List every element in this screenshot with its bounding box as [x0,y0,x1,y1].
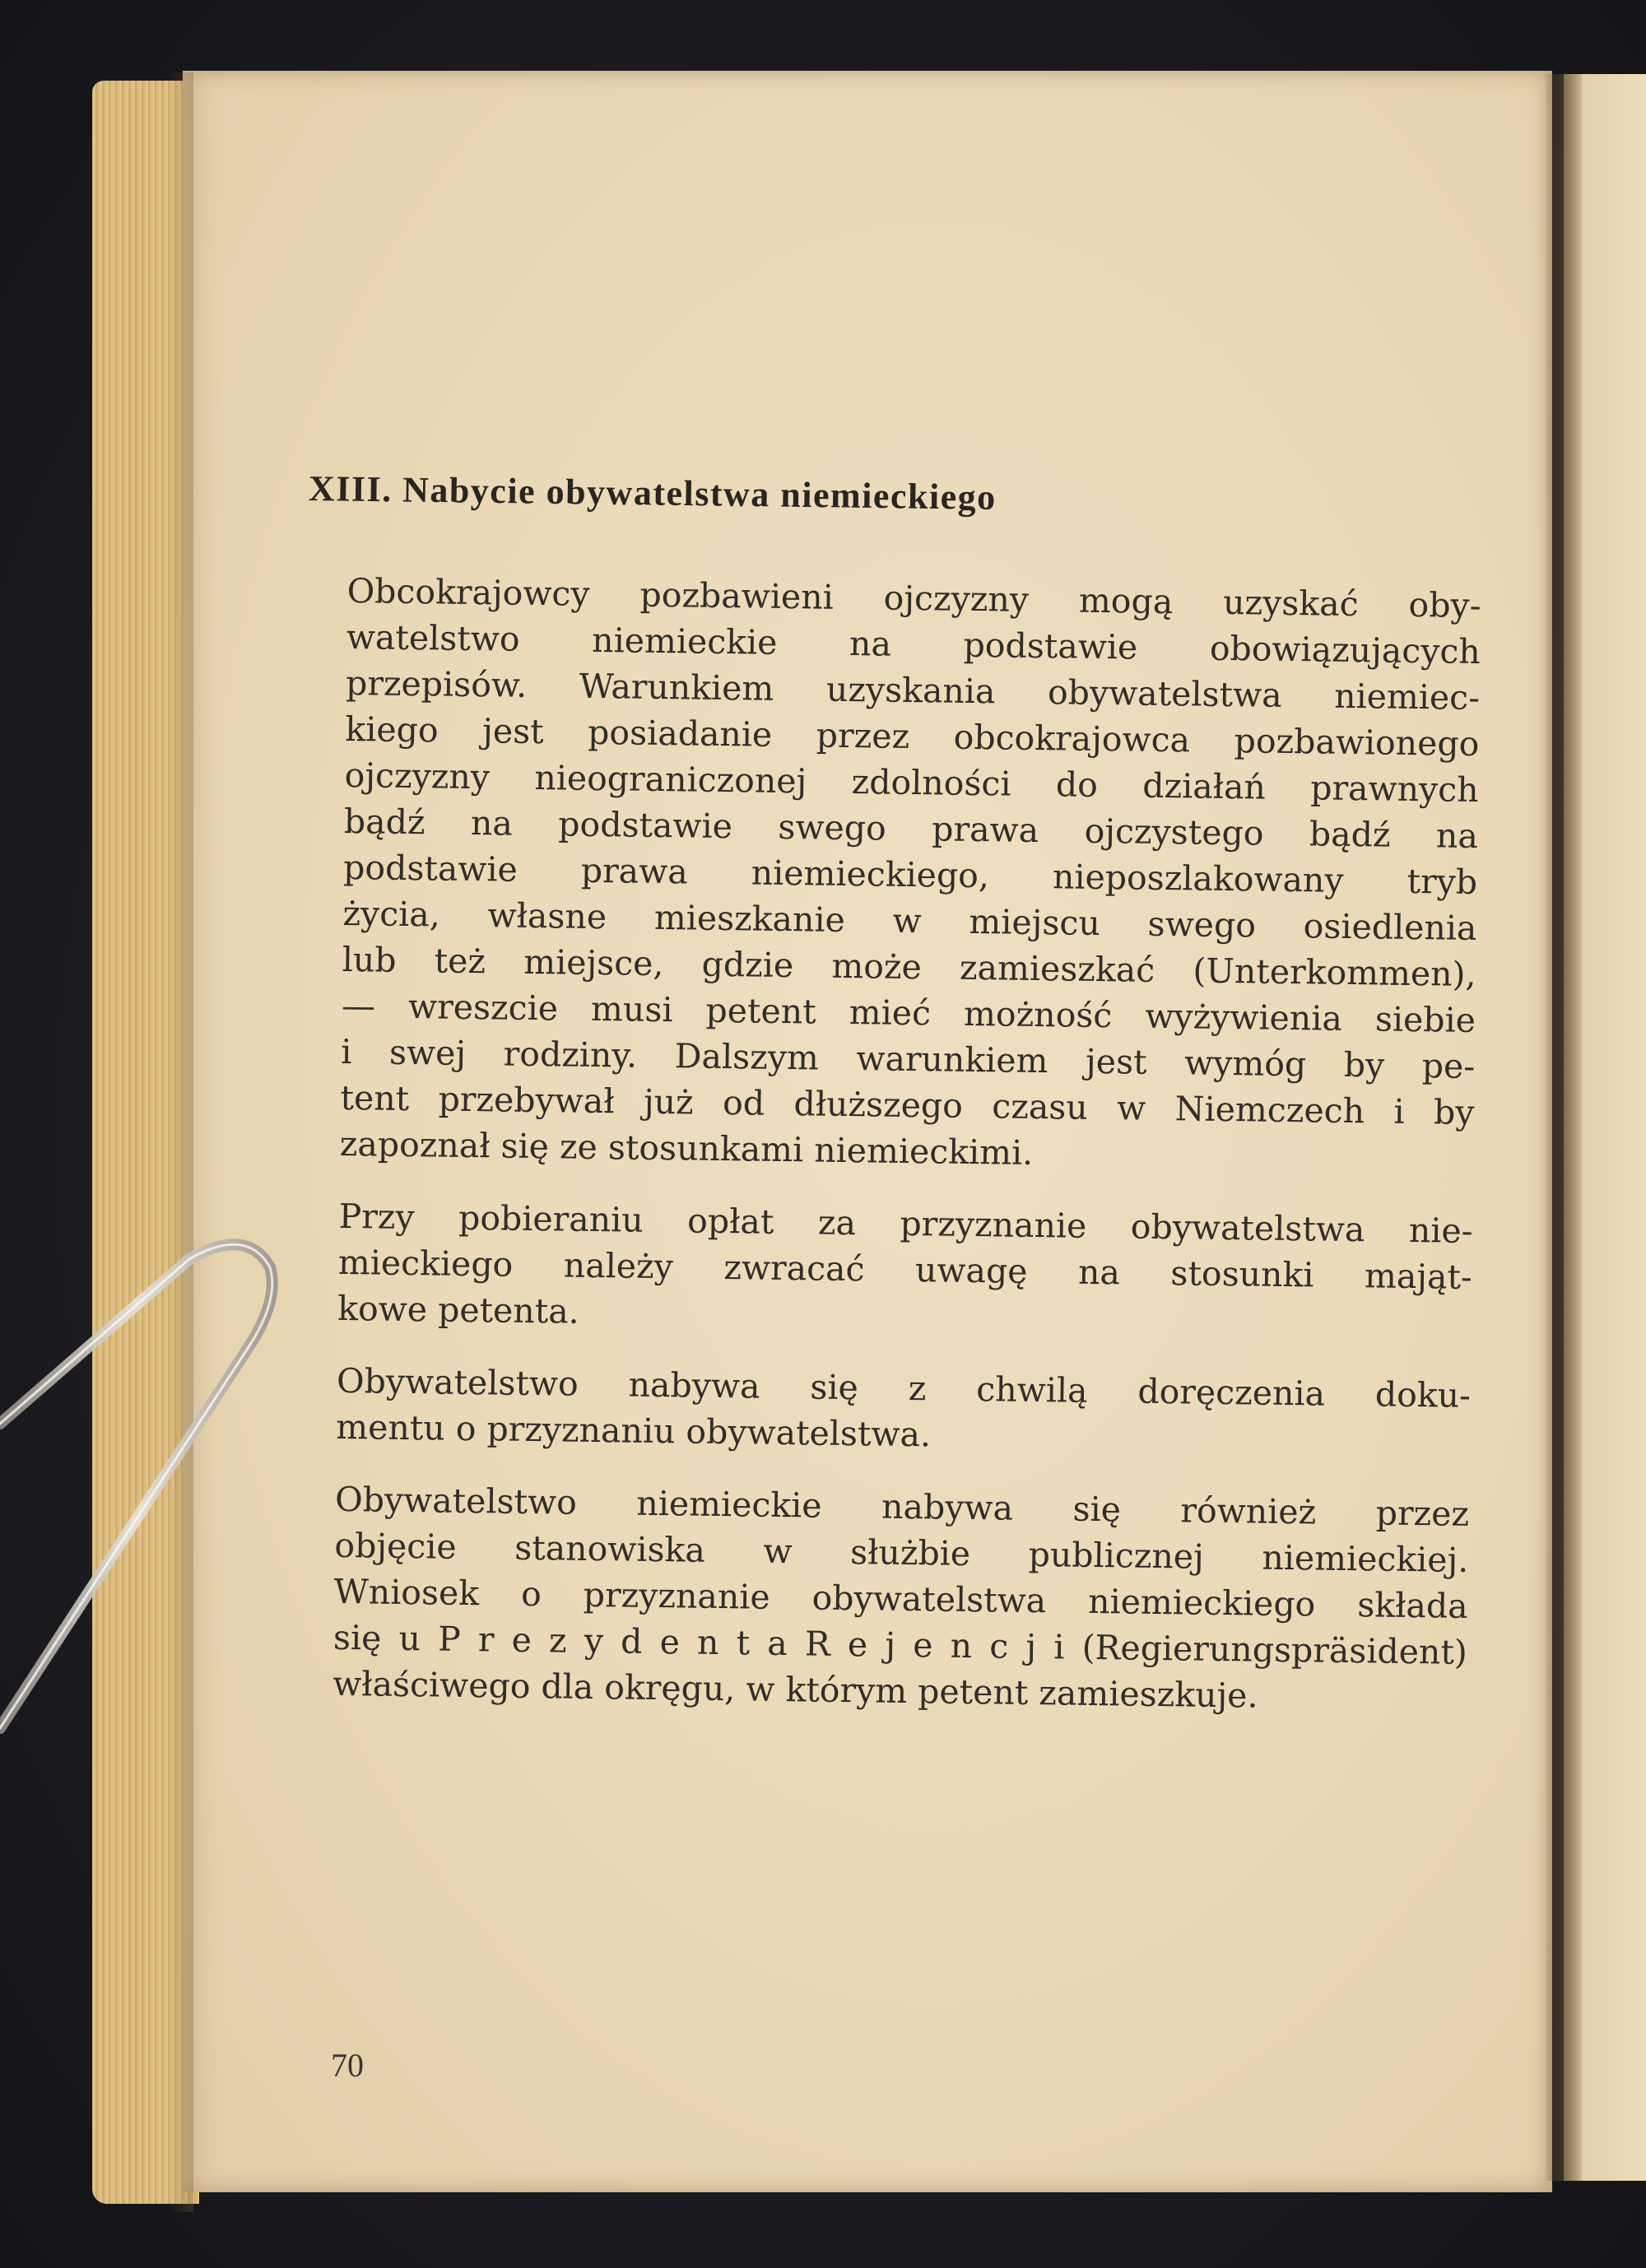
text-line: właściwego dla okręgu, w którym petent zamieszkuje. [332,1663,1258,1716]
text-line: przepisów. Warunkiem uzyskania obywatelstwa niemiec- [345,662,1481,718]
text-line: tent przebywał już od dłuższego czasu w Niemczech i by [340,1077,1475,1132]
paragraph-4 [332,1476,1470,1722]
text-line: objęcie stanowiska w służbie publicznej niemieckiej. [334,1525,1469,1580]
paragraph-2 [337,1193,1473,1346]
page-number: 70 [331,2047,364,2084]
page-fold-shadow [169,72,193,2212]
text-line: — wreszcie musi petent mieć możność wyżywienia siebie [341,985,1476,1040]
text-line: się u P r e z y d e n t a R e j e n c j i (Regierungspräsident) [332,1617,1468,1672]
body-text [332,568,1481,1748]
text-line: życia, własne mieszkanie w miejscu swego osiedlenia [342,893,1477,948]
text-line: zapoznał się ze stosunkami niemieckimi. [339,1123,1034,1173]
text-line: Obywatelstwo niemieckie nabywa się również przez [334,1479,1470,1534]
text-line: lub też miejsce, gdzie może zamieszkać (Unterkommen), [342,939,1476,994]
paragraph-3 [336,1358,1471,1465]
text-line: kiego jest posiadanie przez obcokrajowca pozbawionego [345,709,1480,765]
text-line: Wniosek o przyznanie obywatelstwa niemieckiego składa [333,1571,1468,1626]
chapter-heading: XIII. Nabycie obywatelstwa niemieckiego [308,468,997,518]
text-line: mentu o przyznaniu obywatelstwa. [336,1406,932,1455]
text-line: watelstwo niemieckie na podstawie obowiązujących [346,616,1481,672]
text-line: mieckiego należy zwracać uwagę na stosunki mająt- [337,1242,1473,1297]
text-line: kowe petenta. [337,1288,580,1332]
text-line: i swej rodziny. Dalszym warunkiem jest wymóg by pe- [340,1031,1476,1086]
text-line: Obywatelstwo nabywa się z chwilą doręczenia doku- [336,1360,1472,1415]
book-gutter [1546,74,1582,2181]
text-line: Obcokrajowcy pozbawieni ojczyzny mogą uzyskać oby- [346,570,1481,626]
text-line: podstawie prawa niemieckiego, nieposzlakowany tryb [342,847,1478,903]
paragraph-1 [339,568,1481,1182]
text-line: ojczyzny nieograniczonej zdolności do działań prawnych [344,755,1479,811]
text-line: Przy pobieraniu opłat za przyznanie obywatelstwa nie- [338,1196,1473,1251]
text-line: bądź na podstawie swego prawa ojczystego bądź na [343,801,1479,857]
